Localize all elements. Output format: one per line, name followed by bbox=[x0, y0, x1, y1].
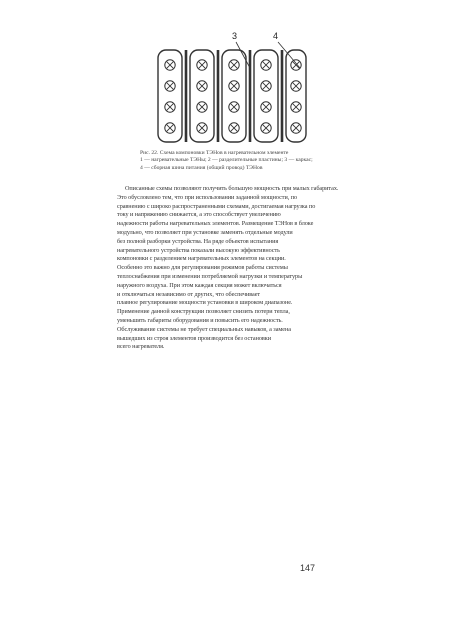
paragraph-line: всего нагревателя. bbox=[117, 343, 165, 351]
circle-x-icon bbox=[197, 60, 207, 70]
paragraph-line: нагревательного устройства показали высокую эффективность bbox=[117, 246, 280, 254]
leader-line bbox=[236, 42, 250, 68]
circle-x-icon bbox=[165, 123, 175, 133]
figure-caption bbox=[140, 150, 325, 172]
caption-line: Рис. 22. Схема компоновки ТЭНов в нагревательном элементе bbox=[140, 150, 289, 156]
circle-x-icon bbox=[197, 81, 207, 91]
heating-element-figure bbox=[140, 28, 310, 146]
circle-x-icon bbox=[291, 102, 301, 112]
circle-x-icon bbox=[197, 102, 207, 112]
circle-x-icon bbox=[165, 60, 175, 70]
circle-x-icon bbox=[261, 60, 271, 70]
circle-x-icon bbox=[229, 102, 239, 112]
caption-line: 1 — нагревательные ТЭНы; 2 — разделительные пластины; 3 — каркас; bbox=[140, 157, 313, 164]
paragraph-line: Описанные схемы позволяют получить большую мощность при малых габаритах. bbox=[125, 185, 339, 192]
paragraph-line: вышедших из строя элементов производится без остановки bbox=[117, 334, 271, 342]
circle-x-icon bbox=[165, 81, 175, 91]
paragraph-line: надежности работы нагревательных элементов. Размещение ТЭНов в блоке bbox=[117, 220, 314, 228]
paragraph-line: Особенно это важно для регулирования режимов работы системы bbox=[117, 264, 288, 272]
paragraph-line: теплоснабжения при изменении потребляемой нагрузки и температуры bbox=[117, 272, 303, 280]
circle-x-icon bbox=[261, 81, 271, 91]
body-paragraph bbox=[117, 185, 339, 352]
page-number: 147 bbox=[300, 563, 316, 573]
paragraph-line: наружного воздуха. При этом каждая секция может включаться bbox=[117, 281, 282, 289]
paragraph-line: без полной разборки устройства. На ряде объектов испытания bbox=[117, 237, 279, 245]
callout-label: 3 bbox=[232, 31, 238, 41]
paragraph-line: модульно, что позволяет при установке заменять отдельные модули bbox=[117, 228, 293, 236]
circle-x-icon bbox=[197, 123, 207, 133]
circle-x-icon bbox=[165, 102, 175, 112]
circle-x-icon bbox=[229, 60, 239, 70]
paragraph-line: Это обусловлено тем, что при использовании заданной мощности, по bbox=[117, 193, 298, 201]
circle-x-icon bbox=[291, 60, 301, 70]
paragraph-line: Обслуживание системы не требует специальных навыков, а замена bbox=[117, 325, 291, 333]
heating-element-diagram bbox=[140, 28, 310, 146]
circle-x-icon bbox=[291, 81, 301, 91]
circle-x-icon bbox=[229, 123, 239, 133]
circle-x-icon bbox=[229, 81, 239, 91]
callout-label: 4 bbox=[273, 31, 279, 41]
paragraph-line: плавное регулирование мощности установки в широком диапазоне. bbox=[117, 299, 293, 307]
paragraph-line: сравнению с широко распространенными схемами, достигаемая нагрузка по bbox=[117, 202, 316, 210]
paragraph-line: уменьшить габариты оборудования и повысить его надежность. bbox=[117, 316, 283, 324]
circle-x-icon bbox=[261, 102, 271, 112]
circle-x-icon bbox=[261, 123, 271, 133]
caption-line: 4 — сборная шина питания (общий провод) ТЭНов bbox=[140, 164, 263, 171]
paragraph-line: и отключаться независимо от других, что обеспечивает bbox=[117, 290, 261, 298]
paragraph-line: току и напряжению снижается, а это способствует увеличению bbox=[117, 211, 281, 219]
paragraph-line: компоновки с разделением нагревательных элементов на секции. bbox=[117, 255, 286, 263]
circle-x-icon bbox=[291, 123, 301, 133]
paragraph-line: Применение данной конструкции позволяет снизить потери тепла, bbox=[117, 308, 290, 316]
